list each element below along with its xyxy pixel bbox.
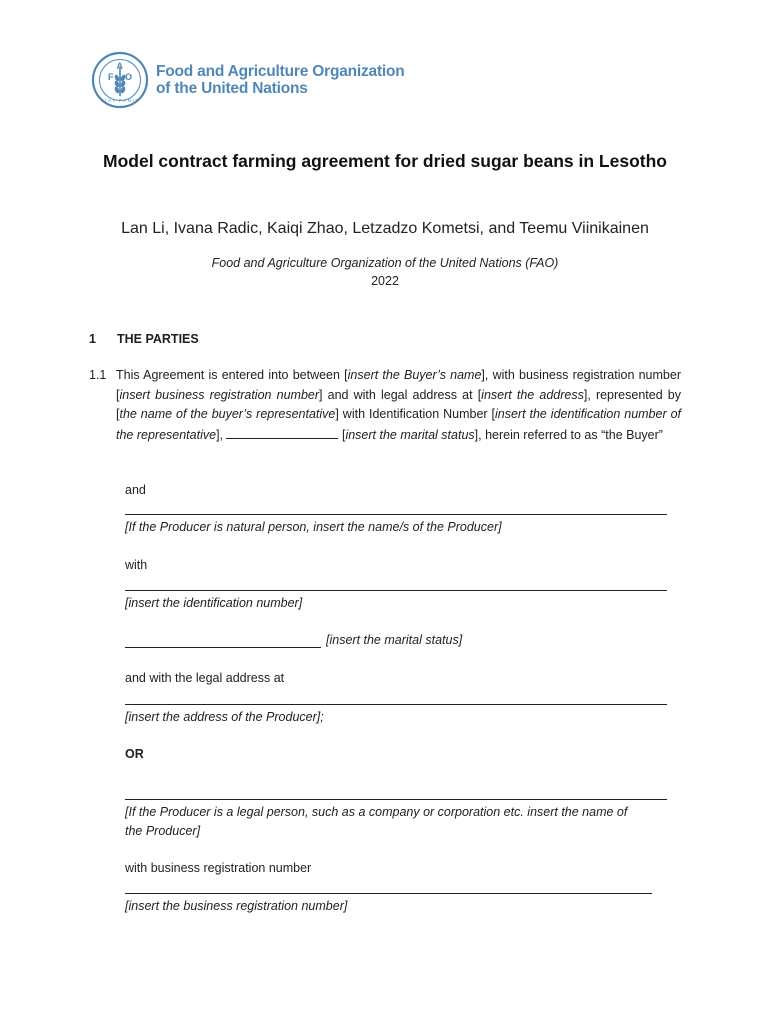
marital-hint: [insert the marital status] — [326, 633, 463, 647]
section-number: 1 — [89, 332, 96, 346]
logo-line-2: of the United Nations — [156, 80, 308, 97]
or-label: OR — [125, 747, 144, 761]
address-hint: [insert the address of the Producer]; — [125, 710, 324, 724]
legal-name-blank[interactable] — [125, 799, 667, 800]
id-hint: [insert the identification number] — [125, 596, 303, 610]
and-label: and — [125, 483, 146, 497]
legal-name-hint-2: the Producer] — [125, 824, 201, 838]
year: 2022 — [371, 274, 399, 288]
logo-line-1: Food and Agriculture Organization — [156, 63, 405, 80]
fao-logo — [90, 50, 405, 110]
svg-text:F: F — [108, 72, 114, 82]
producer-id-blank[interactable] — [125, 590, 667, 591]
document-title: Model contract farming agreement for dried sugar beans in Lesotho — [103, 151, 667, 171]
svg-text:A: A — [116, 61, 123, 71]
clause-number: 1.1 — [89, 368, 107, 382]
authors: Lan Li, Ivana Radic, Kaiqi Zhao, Letzadzo Kometsi, and Teemu Viinikainen — [121, 220, 649, 237]
svg-text:O: O — [125, 72, 133, 82]
fao-emblem-icon — [90, 50, 150, 110]
registration-hint: [insert the business registration number] — [125, 899, 348, 913]
with-label: with — [125, 558, 148, 572]
registration-blank[interactable] — [125, 893, 652, 894]
marital-blank[interactable] — [226, 425, 338, 439]
clause-text: This Agreement is entered into between [insert the Buyer’s name], with business registration number [insert business registration number] and with legal address at [insert the address], represented by [the name of the buyer’s representative] with Identification Number [insert the identification number of the representative], [insert the marital status], herein referred to as “the Buyer” — [116, 368, 681, 442]
producer-address-blank[interactable] — [125, 704, 667, 705]
fao-logo-text — [156, 63, 405, 97]
producer-marital-blank[interactable] — [125, 647, 321, 648]
natural-name-hint: [If the Producer is natural person, insert the name/s of the Producer] — [125, 520, 502, 534]
producer-name-blank[interactable] — [125, 514, 667, 515]
section-title: THE PARTIES — [117, 332, 199, 346]
svg-text:FIAT PANIS: FIAT PANIS — [101, 98, 140, 103]
organization: Food and Agriculture Organization of the United Nations (FAO) — [211, 256, 559, 270]
legal-name-hint-1: [If the Producer is a legal person, such as a company or corporation etc. insert the name of — [125, 805, 628, 819]
address-label: and with the legal address at — [125, 671, 285, 685]
registration-label: with business registration number — [125, 861, 312, 875]
